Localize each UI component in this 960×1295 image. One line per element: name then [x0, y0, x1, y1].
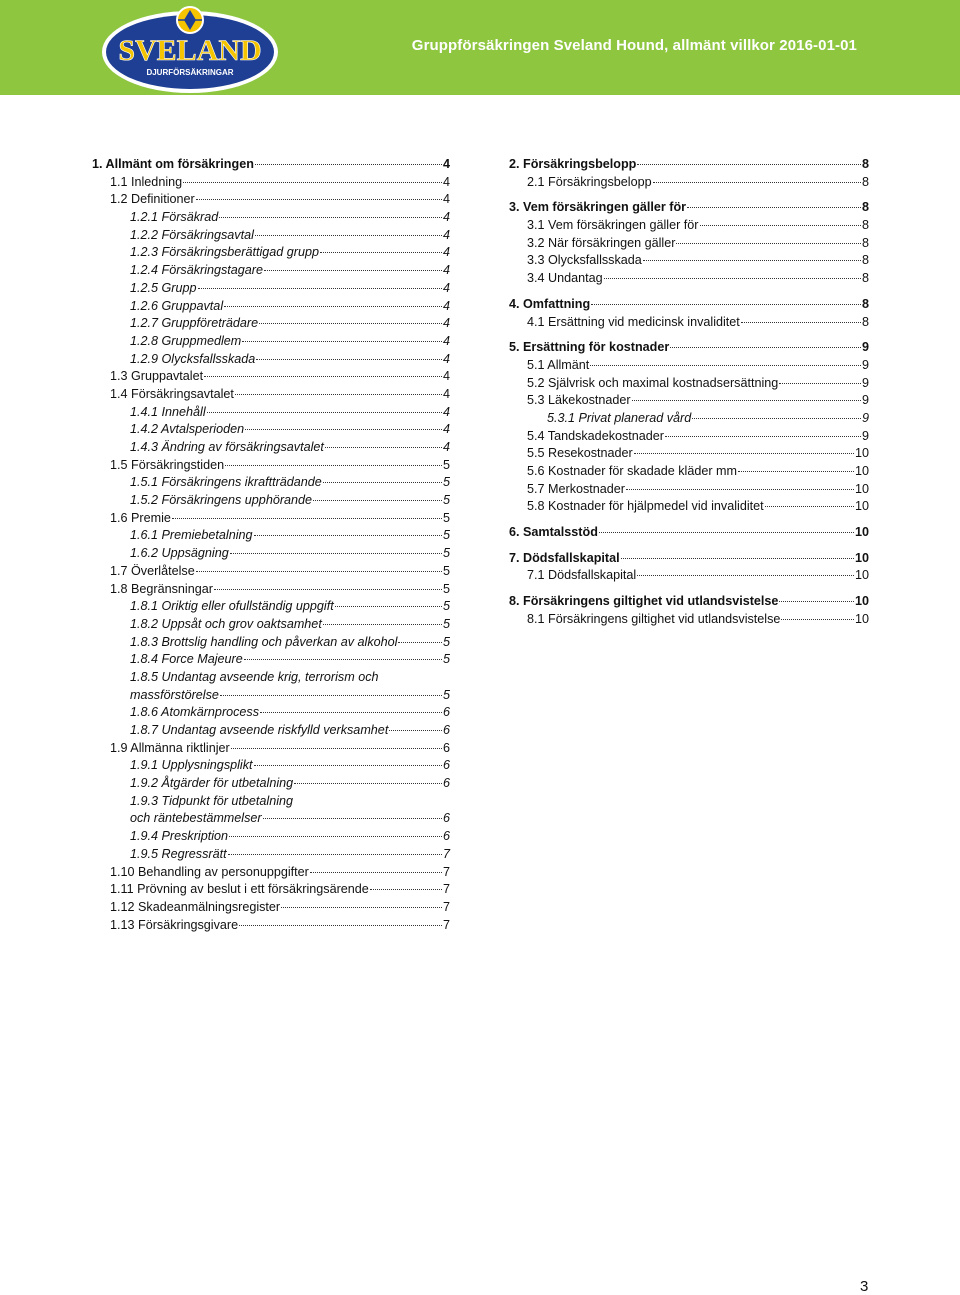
toc-entry[interactable]: [92, 775, 450, 793]
toc-entry[interactable]: [92, 881, 450, 899]
toc-entry-label: 5. Ersättning för kostnader: [509, 340, 670, 355]
toc-entry[interactable]: [92, 386, 450, 404]
toc-entry-page: 5: [442, 493, 450, 508]
toc-entry-page: 5: [442, 563, 450, 578]
toc-entry[interactable]: [509, 296, 869, 314]
toc-entry-page: 8: [861, 235, 869, 250]
toc-entry-label: 5.2 Självrisk och maximal kostnadsersättning: [527, 375, 779, 390]
dot-leader: [323, 482, 442, 483]
toc-entry-label: 1.2.7 Gruppföreträdare: [130, 316, 259, 331]
dot-leader: [196, 571, 442, 572]
dot-leader: [676, 243, 861, 244]
toc-entry[interactable]: [92, 563, 450, 581]
logo-text: SVELAND: [118, 34, 262, 67]
dot-leader: [637, 164, 861, 165]
document-title: Gruppförsäkringen Sveland Hound, allmänt villkor 2016-01-01: [411, 37, 857, 54]
dot-leader: [242, 341, 442, 342]
toc-entry-label: 2. Försäkringsbelopp: [509, 157, 637, 171]
toc-entry-label: 5.3.1 Privat planerad vård: [547, 410, 692, 425]
toc-entry-page: 8: [861, 200, 869, 215]
dot-leader: [313, 500, 442, 501]
logo-subtext: DJURFÖRSÄKRINGAR: [146, 68, 234, 77]
toc-entry[interactable]: [92, 368, 450, 386]
dot-leader: [320, 252, 442, 253]
toc-entry[interactable]: [509, 611, 869, 629]
toc-entry[interactable]: [92, 492, 450, 510]
toc-entry-label: 1.8.4 Force Majeure: [130, 652, 243, 667]
dot-leader: [398, 642, 442, 643]
toc-entry[interactable]: [92, 527, 450, 545]
toc-entry[interactable]: [92, 174, 450, 192]
toc-entry-label: 1.5.1 Försäkringens ikraftträdande: [130, 475, 322, 490]
toc-entry-label: 5.6 Kostnader för skadade kläder mm: [527, 464, 738, 478]
toc-entry-label: 1.13 Försäkringsgivare: [110, 917, 239, 932]
toc-entry[interactable]: [509, 481, 869, 499]
dot-leader: [765, 506, 854, 507]
dot-leader: [591, 304, 861, 305]
dot-leader: [781, 619, 854, 620]
toc-entry-label: 1.6.1 Premiebetalning: [130, 528, 253, 543]
toc-entry[interactable]: [92, 651, 450, 669]
toc-entry-page: 8: [861, 271, 869, 286]
toc-entry[interactable]: [92, 828, 450, 846]
dot-leader: [643, 260, 861, 261]
dot-leader: [235, 394, 442, 395]
toc-entry[interactable]: [509, 235, 869, 253]
toc-entry-label: 1. Allmänt om försäkringen: [92, 157, 254, 171]
toc-entry-label: 1.2 Definitioner: [110, 192, 195, 207]
toc-entry-page: 5: [442, 581, 450, 596]
toc-entry-label: 1.12 Skadeanmälningsregister: [110, 899, 281, 914]
dot-leader: [263, 818, 442, 819]
toc-entry[interactable]: [509, 567, 869, 585]
dot-leader: [700, 225, 861, 226]
toc-entry-page: 7: [442, 917, 450, 932]
toc-entry-page: 4: [442, 174, 450, 189]
toc-entry-page: 7: [442, 899, 450, 914]
toc-entry[interactable]: [509, 392, 869, 410]
dot-leader: [590, 365, 861, 366]
dot-leader: [637, 575, 854, 576]
toc-entry[interactable]: [509, 252, 869, 270]
toc-entry-page: 10: [854, 568, 869, 583]
toc-entry-label: massförstörelse: [130, 687, 219, 702]
toc-entry-page: 8: [861, 296, 869, 311]
dot-leader: [260, 712, 442, 713]
toc-entry-page: 7: [442, 864, 450, 879]
toc-entry-page: 4: [442, 404, 450, 419]
dot-leader: [225, 465, 442, 466]
toc-entry[interactable]: [92, 457, 450, 475]
toc-entry-label: 5.4 Tandskadekostnader: [527, 428, 664, 443]
dot-leader: [281, 907, 442, 908]
toc-entry[interactable]: [92, 209, 450, 227]
toc-entry-page: 5: [442, 528, 450, 543]
toc-entry-page: 8: [861, 218, 869, 233]
dot-leader: [738, 471, 854, 472]
dot-leader: [204, 376, 442, 377]
toc-entry-page: 6: [442, 776, 450, 791]
dot-leader: [779, 601, 854, 602]
toc-entry-label: 3. Vem försäkringen gäller för: [509, 200, 687, 215]
dot-leader: [256, 359, 442, 360]
toc-entry-label: 5.1 Allmänt: [527, 357, 590, 372]
toc-entry-label: 5.3 Läkekostnader: [527, 393, 631, 408]
toc-right-column: [509, 156, 869, 629]
toc-entry-label: 1.2.1 Försäkrad: [130, 210, 219, 225]
dot-leader: [231, 748, 442, 749]
toc-entry-label: 4. Omfattning: [509, 296, 591, 311]
toc-entry-page: 4: [442, 386, 450, 401]
toc-entry-page: 10: [854, 464, 869, 478]
dot-leader: [220, 695, 442, 696]
toc-entry-page: 6: [442, 740, 450, 755]
toc-entry-page: 4: [442, 280, 450, 295]
toc-entry[interactable]: [509, 428, 869, 446]
toc-entry[interactable]: [92, 439, 450, 457]
toc-entry[interactable]: [92, 156, 450, 174]
toc-entry-label: 1.11 Prövning av beslut i ett försäkringsärende: [110, 882, 369, 897]
toc-entry[interactable]: [92, 634, 450, 652]
toc-entry[interactable]: [509, 445, 869, 463]
dot-leader: [665, 436, 861, 437]
toc-entry[interactable]: [92, 315, 450, 333]
toc-entry-page: 4: [442, 263, 450, 278]
toc-entry-label: 1.2.5 Grupp: [130, 280, 197, 295]
toc-entry[interactable]: [92, 722, 450, 740]
dot-leader: [224, 306, 442, 307]
toc-entry-page: 6: [442, 723, 450, 737]
toc-entry-page: 8: [861, 157, 869, 171]
toc-entry-page: 5: [442, 687, 450, 702]
dot-leader: [370, 889, 442, 890]
dot-leader: [653, 182, 861, 183]
toc-entry-label: 8.1 Försäkringens giltighet vid utlandsvistelse: [527, 611, 781, 626]
dot-leader: [219, 217, 442, 218]
toc-entry[interactable]: [92, 280, 450, 298]
toc-entry-label: 1.4.1 Innehåll: [130, 404, 206, 419]
toc-entry-page: 5: [442, 652, 450, 667]
dot-leader: [254, 535, 442, 536]
toc-entry[interactable]: [509, 270, 869, 288]
dot-leader: [196, 199, 442, 200]
toc-entry[interactable]: [509, 314, 869, 332]
toc-entry-page: 4: [442, 192, 450, 207]
toc-entry-label: 1.8.1 Oriktig eller ofullständig uppgift: [130, 599, 334, 614]
toc-entry-page: 5: [442, 457, 450, 472]
toc-entry-label: 1.9.4 Preskription: [130, 829, 229, 844]
toc-entry-label: 1.9.5 Regressrätt: [130, 846, 227, 861]
toc-entry-page: 8: [861, 253, 869, 268]
toc-entry-page: 4: [442, 440, 450, 454]
toc-entry-label: 1.9.3 Tidpunkt för utbetalning: [130, 793, 294, 808]
page-number: 3: [860, 1278, 869, 1295]
toc-entry[interactable]: [92, 545, 450, 563]
toc-entry-label: 1.2.8 Gruppmedlem: [130, 333, 242, 348]
toc-entry[interactable]: [509, 199, 869, 217]
toc-left-column: [92, 156, 450, 934]
dot-leader: [228, 854, 442, 855]
dot-leader: [255, 235, 442, 236]
dot-leader: [255, 164, 442, 165]
dot-leader: [634, 453, 854, 454]
dot-leader: [172, 518, 442, 519]
toc-entry-label: 2.1 Försäkringsbelopp: [527, 174, 652, 189]
dot-leader: [670, 347, 861, 348]
toc-entry[interactable]: [92, 244, 450, 262]
toc-entry-label: 4.1 Ersättning vid medicinsk invaliditet: [527, 314, 740, 329]
toc-entry-page: 4: [442, 316, 450, 331]
dot-leader: [198, 288, 442, 289]
dot-leader: [389, 730, 442, 731]
toc-entry[interactable]: [92, 421, 450, 439]
toc-entry-label: 1.3 Gruppavtalet: [110, 369, 204, 384]
dot-leader: [626, 489, 854, 490]
toc-entry-label: 8. Försäkringens giltighet vid utlandsvistelse: [509, 594, 779, 609]
toc-entry-label: 1.8.7 Undantag avseende riskfylld verksamhet: [130, 723, 389, 737]
dot-leader: [310, 872, 442, 873]
toc-entry[interactable]: [509, 217, 869, 235]
toc-entry-page: 9: [861, 428, 869, 443]
toc-entry-label: 1.8 Begränsningar: [110, 581, 213, 596]
toc-entry[interactable]: [509, 498, 869, 516]
dot-leader: [207, 412, 442, 413]
toc-entry-page: 4: [442, 422, 450, 437]
toc-entry-label: 1.2.2 Försäkringsavtal: [130, 227, 254, 242]
toc-entry-label: 1.8.2 Uppsåt och grov oaktsamhet: [130, 616, 322, 631]
toc-entry[interactable]: [509, 357, 869, 375]
toc-entry-page: 4: [442, 157, 450, 171]
dot-leader: [230, 553, 442, 554]
toc-entry[interactable]: [92, 616, 450, 634]
toc-entry-label: 7. Dödsfallskapital: [509, 550, 620, 565]
dot-leader: [325, 447, 442, 448]
toc-entry[interactable]: [92, 474, 450, 492]
toc-entry-page: 10: [854, 611, 869, 626]
toc-entry-page: 6: [442, 829, 450, 844]
toc-entry[interactable]: [92, 740, 450, 758]
dot-leader: [687, 207, 861, 208]
toc-entry-page: 9: [861, 410, 869, 425]
toc-entry-label: 1.9.2 Åtgärder för utbetalning: [130, 776, 294, 791]
dot-leader: [294, 783, 442, 784]
toc-entry-label: 1.4.2 Avtalsperioden: [130, 422, 245, 437]
toc-entry-label: 1.7 Överlåtelse: [110, 563, 195, 578]
toc-entry-page: 9: [861, 393, 869, 408]
toc-entry[interactable]: [92, 510, 450, 528]
toc-entry[interactable]: [92, 351, 450, 369]
toc-entry-page: 10: [854, 525, 869, 540]
toc-entry[interactable]: [92, 298, 450, 316]
toc-entry-label: 6. Samtalsstöd: [509, 525, 598, 540]
toc-entry-label: 1.5 Försäkringstiden: [110, 457, 225, 472]
toc-entry-page: 8: [861, 174, 869, 189]
dot-leader: [692, 418, 861, 419]
toc-entry-label: 3.3 Olycksfallsskada: [527, 253, 642, 268]
toc-entry-label: 1.10 Behandling av personuppgifter: [110, 864, 309, 879]
toc-entry-label: 5.5 Resekostnader: [527, 446, 633, 461]
toc-entry-label: och räntebestämmelser: [130, 811, 262, 826]
dot-leader: [632, 400, 861, 401]
toc-entry-label: 1.5.2 Försäkringens upphörande: [130, 493, 313, 508]
toc-entry[interactable]: [509, 174, 869, 192]
toc-entry-page: 8: [861, 314, 869, 329]
toc-entry-label: 1.2.9 Olycksfallsskada: [130, 351, 256, 366]
toc-entry[interactable]: [509, 463, 869, 481]
toc-entry-page: 4: [442, 245, 450, 260]
toc-entry-page: 5: [442, 510, 450, 525]
toc-entry-label: 5.8 Kostnader för hjälpmedel vid invaliditet: [527, 499, 764, 514]
toc-entry[interactable]: [92, 669, 450, 704]
toc-entry-label: 1.8.3 Brottslig handling och påverkan av alkohol: [130, 634, 398, 649]
toc-entry-page: 4: [442, 369, 450, 384]
toc-entry[interactable]: [509, 524, 869, 542]
dot-leader: [335, 606, 442, 607]
toc-entry-label: 1.9 Allmänna riktlinjer: [110, 740, 230, 755]
toc-entry-label: 3.1 Vem försäkringen gäller för: [527, 218, 699, 233]
toc-entry[interactable]: [92, 793, 450, 828]
toc-entry[interactable]: [509, 375, 869, 393]
toc-entry-label: 1.6.2 Uppsägning: [130, 546, 229, 561]
toc-entry[interactable]: [509, 339, 869, 357]
toc-entry-label: 3.4 Undantag: [527, 271, 603, 286]
toc-entry-label: 1.4 Försäkringsavtalet: [110, 386, 234, 401]
toc-entry-page: 4: [442, 351, 450, 366]
toc-entry-page: 6: [442, 758, 450, 773]
toc-entry-page: 5: [442, 616, 450, 631]
toc-entry[interactable]: [92, 581, 450, 599]
dot-leader: [239, 925, 442, 926]
toc-entry[interactable]: [92, 598, 450, 616]
toc-entry[interactable]: [509, 156, 869, 174]
dot-leader: [741, 322, 861, 323]
dot-leader: [254, 765, 442, 766]
toc-entry[interactable]: [92, 757, 450, 775]
dot-leader: [245, 429, 442, 430]
toc-entry[interactable]: [509, 593, 869, 611]
toc-entry-page: 7: [442, 846, 450, 861]
toc-entry[interactable]: [92, 864, 450, 882]
dot-leader: [779, 383, 861, 384]
toc-entry-label: 1.2.6 Gruppavtal: [130, 298, 224, 313]
toc-entry-label: 1.8.6 Atomkärnprocess: [130, 705, 260, 720]
toc-entry[interactable]: [92, 333, 450, 351]
toc-entry-page: 4: [442, 333, 450, 348]
toc-entry-label: 1.4.3 Ändring av försäkringsavtalet: [130, 440, 324, 454]
toc-entry[interactable]: [92, 899, 450, 917]
toc-entry[interactable]: [92, 262, 450, 280]
toc-entry[interactable]: [92, 404, 450, 422]
toc-entry-label: 1.9.1 Upplysningsplikt: [130, 758, 253, 773]
toc-entry[interactable]: [92, 846, 450, 864]
toc-entry-page: 9: [861, 375, 869, 390]
toc-entry-page: 7: [442, 882, 450, 897]
toc-entry-page: 5: [442, 599, 450, 614]
toc-entry-label: 1.1 Inledning: [110, 174, 183, 189]
toc-entry-page: 4: [442, 298, 450, 313]
dot-leader: [264, 270, 442, 271]
dot-leader: [621, 558, 854, 559]
toc-entry[interactable]: [92, 704, 450, 722]
toc-entry[interactable]: [509, 410, 869, 428]
toc-entry-page: 4: [442, 210, 450, 225]
toc-entry[interactable]: [92, 917, 450, 935]
toc-entry-page: 10: [854, 550, 869, 565]
toc-entry-page: 10: [854, 481, 869, 496]
toc-entry-page: 10: [854, 594, 869, 609]
toc-entry-page: 10: [854, 446, 869, 461]
toc-entry-label: 1.2.3 Försäkringsberättigad grupp: [130, 245, 320, 260]
toc-entry-label: 1.2.4 Försäkringstagare: [130, 263, 264, 278]
sveland-logo: [100, 2, 280, 94]
toc-entry-label: 3.2 När försäkringen gäller: [527, 235, 676, 250]
toc-entry[interactable]: [509, 550, 869, 568]
dot-leader: [214, 589, 442, 590]
dot-leader: [604, 278, 861, 279]
toc-entry-page: 5: [442, 546, 450, 561]
toc-entry-page: 6: [442, 705, 450, 720]
toc-entry-page: 5: [442, 475, 450, 490]
toc-entry-label: 1.6 Premie: [110, 510, 171, 525]
toc-entry[interactable]: [92, 227, 450, 245]
dot-leader: [229, 836, 442, 837]
toc-entry-page: 9: [861, 357, 869, 372]
toc-entry-page: 9: [861, 340, 869, 355]
toc-entry-label: 5.7 Merkostnader: [527, 481, 626, 496]
dot-leader: [259, 323, 442, 324]
toc-entry-page: 6: [442, 811, 450, 826]
dot-leader: [599, 532, 854, 533]
toc-entry-label: 7.1 Dödsfallskapital: [527, 568, 637, 583]
toc-entry-page: 10: [854, 499, 869, 514]
toc-entry-page: 5: [442, 634, 450, 649]
toc-entry-page: 4: [442, 227, 450, 242]
dot-leader: [323, 624, 442, 625]
toc-entry-label: 1.8.5 Undantag avseende krig, terrorism och: [130, 669, 379, 684]
dot-leader: [183, 182, 442, 183]
toc-entry[interactable]: [92, 191, 450, 209]
dot-leader: [244, 659, 442, 660]
